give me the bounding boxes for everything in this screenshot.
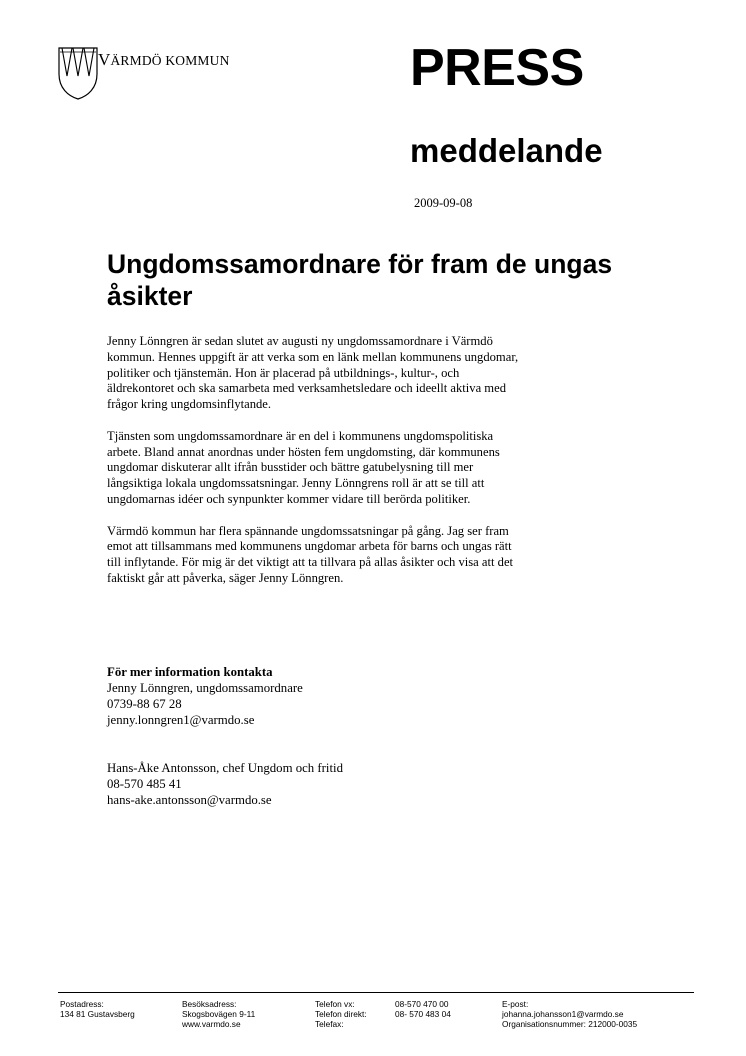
footer-label: E-post: — [502, 999, 529, 1009]
municipality-logo — [58, 46, 268, 102]
footer-phone-values — [395, 999, 451, 1019]
release-date: 2009-09-08 — [414, 196, 473, 210]
footer-value: Skogsbovägen 9-11 — [182, 1009, 256, 1019]
footer-visit — [182, 999, 255, 1029]
press-title: PRESS — [410, 39, 584, 97]
municipality-name — [98, 50, 230, 70]
paragraph: Tjänsten som ungdomssamordnare är en del i kommunens ungdomspolitiska arbete. Bland annat anordnas under hösten fem ungdomsting, där kommunens ungdomar diskuterar allt ifrån busstider och bättre gatubelysning till mer långsiktiga lokala ungdomssatsningar. Jenny Lönngrens roll är att se till att ungdomarnas idéer och synpunkter kommer vidare till berörda politiker. — [107, 428, 500, 506]
spacer — [107, 728, 607, 760]
contact-email[interactable]: jenny.lonngren1@varmdo.se — [107, 713, 255, 727]
paragraph: Värmdö kommun har flera spännande ungdomssatsningar på gång. Jag ser fram emot att tillsammans med kommunens ungdomar arbeta för barns och ungas rätt till inflytande. För mig är det viktigt att ta tillvara på allas åsikter och visa att det faktiskt går att påverka, säger Jenny Lönngren. — [107, 523, 514, 585]
contact-heading: För mer information kontakta — [107, 665, 273, 679]
paragraph: Jenny Lönngren är sedan slutet av augusti ny ungdomssamordnare i Värmdö kommun. Hennes uppgift är att verka som en länk mellan kommunens ungdomar, politiker och tjänstemän. Hon är placerad på utbildnings-, kultur-, och äldrekontoret och ska samarbeta med verksamhetsledare och ideellt aktiva med frågor kring ungdomsinflytande. — [107, 334, 519, 412]
footer-value: 134 81 Gustavsberg — [60, 1009, 135, 1019]
coat-of-arms-icon — [58, 46, 100, 100]
footer-label: Telefax: — [315, 1019, 344, 1029]
footer-label: Postadress: — [60, 999, 104, 1009]
contact-name: Jenny Lönngren, ungdomssamordnare — [107, 681, 303, 695]
footer-divider — [58, 992, 694, 993]
footer-label: Telefon direkt: — [315, 1009, 367, 1019]
footer-value: 08-570 470 00 — [395, 999, 449, 1009]
press-subtitle: meddelande — [410, 132, 603, 169]
footer-value: 08- 570 483 04 — [395, 1009, 451, 1019]
footer-postal — [60, 999, 135, 1019]
contact-block — [107, 664, 607, 808]
footer-label: Telefon vx: — [315, 999, 355, 1009]
contact-email[interactable]: hans-ake.antonsson@varmdo.se — [107, 793, 272, 807]
footer-website-link[interactable]: www.varmdo.se — [182, 1019, 241, 1029]
contact-phone: 08-570 485 41 — [107, 777, 182, 791]
contact-phone: 0739-88 67 28 — [107, 697, 182, 711]
body-text — [107, 334, 627, 603]
contact-name: Hans-Åke Antonsson, chef Ungdom och fritid — [107, 761, 343, 775]
footer-email-link[interactable]: johanna.johansson1@varmdo.se — [502, 1009, 624, 1019]
footer-org-number: Organisationsnummer: 212000-0035 — [502, 1019, 638, 1029]
logo-name-rest: ÄRMDÖ KOMMUN — [110, 53, 230, 68]
logo-initial: V — [98, 50, 111, 69]
headline: Ungdomssamordnare för fram de ungas åsikter — [107, 249, 613, 311]
footer-label: Besöksadress: — [182, 999, 237, 1009]
footer-phone-labels — [315, 999, 367, 1029]
footer-email — [502, 999, 637, 1029]
